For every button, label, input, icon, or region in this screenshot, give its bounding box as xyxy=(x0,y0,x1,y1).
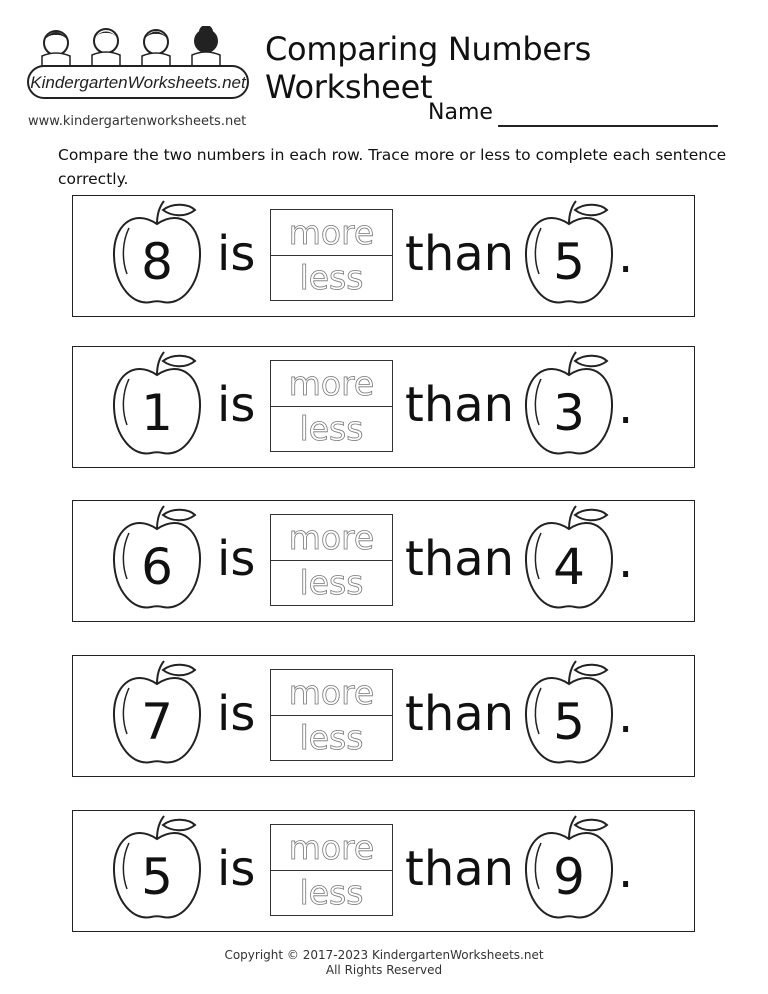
apple-icon xyxy=(111,198,203,310)
right-number: 5 xyxy=(553,693,585,751)
left-number: 1 xyxy=(141,384,173,442)
period: . xyxy=(618,843,634,899)
apple-icon xyxy=(523,813,615,925)
comparison-row xyxy=(72,655,695,777)
right-number: 3 xyxy=(553,384,585,442)
apple-icon xyxy=(523,503,615,615)
trace-more[interactable]: more xyxy=(271,825,392,871)
apple-icon xyxy=(523,658,615,770)
name-label: Name xyxy=(428,100,493,125)
is-word: is xyxy=(217,226,256,282)
apple-icon xyxy=(523,349,615,461)
period: . xyxy=(618,228,634,284)
choice-box xyxy=(270,209,393,301)
choice-box xyxy=(270,669,393,761)
trace-more[interactable]: more xyxy=(271,515,392,561)
trace-less[interactable]: less xyxy=(299,718,364,757)
left-number: 8 xyxy=(141,233,173,291)
period: . xyxy=(618,379,634,435)
trace-more[interactable]: more xyxy=(271,670,392,716)
svg-text:KindergartenWorksheets.net: KindergartenWorksheets.net xyxy=(30,73,246,92)
is-word: is xyxy=(217,377,256,433)
right-number: 9 xyxy=(553,848,585,906)
than-word: than xyxy=(405,841,515,897)
apple-icon xyxy=(523,198,615,310)
comparison-row xyxy=(72,810,695,932)
site-logo xyxy=(26,26,252,106)
left-number: 5 xyxy=(141,848,173,906)
comparison-row xyxy=(72,500,695,622)
period: . xyxy=(618,688,634,744)
trace-less[interactable]: less xyxy=(299,563,364,602)
choice-box xyxy=(270,360,393,452)
trace-less[interactable]: less xyxy=(299,258,364,297)
name-line xyxy=(498,125,718,127)
comparison-row xyxy=(72,195,695,317)
is-word: is xyxy=(217,686,256,742)
than-word: than xyxy=(405,377,515,433)
left-number: 7 xyxy=(141,693,173,751)
instructions: Compare the two numbers in each row. Trace more or less to complete each sentence correctly. xyxy=(58,146,727,188)
kids-logo-icon xyxy=(26,26,252,106)
left-number: 6 xyxy=(141,538,173,596)
is-word: is xyxy=(217,531,256,587)
apple-icon xyxy=(111,503,203,615)
trace-more[interactable]: more xyxy=(271,361,392,407)
comparison-row xyxy=(72,346,695,468)
right-number: 4 xyxy=(553,538,585,596)
trace-less[interactable]: less xyxy=(299,873,364,912)
copyright xyxy=(0,948,768,978)
site-url: www.kindergartenworksheets.net xyxy=(28,114,247,129)
apple-icon xyxy=(111,813,203,925)
choice-box xyxy=(270,824,393,916)
trace-more[interactable]: more xyxy=(271,210,392,256)
than-word: than xyxy=(405,226,515,282)
apple-icon xyxy=(111,658,203,770)
than-word: than xyxy=(405,686,515,742)
copyright-line: Copyright © 2017-2023 KindergartenWorksheets.net xyxy=(224,948,544,962)
choice-box xyxy=(270,514,393,606)
apple-icon xyxy=(111,349,203,461)
rights-line: All Rights Reserved xyxy=(325,963,443,977)
than-word: than xyxy=(405,531,515,587)
page-title: Comparing Numbers Worksheet xyxy=(265,30,591,106)
trace-less[interactable]: less xyxy=(299,409,364,448)
is-word: is xyxy=(217,841,256,897)
period: . xyxy=(618,533,634,589)
right-number: 5 xyxy=(553,233,585,291)
